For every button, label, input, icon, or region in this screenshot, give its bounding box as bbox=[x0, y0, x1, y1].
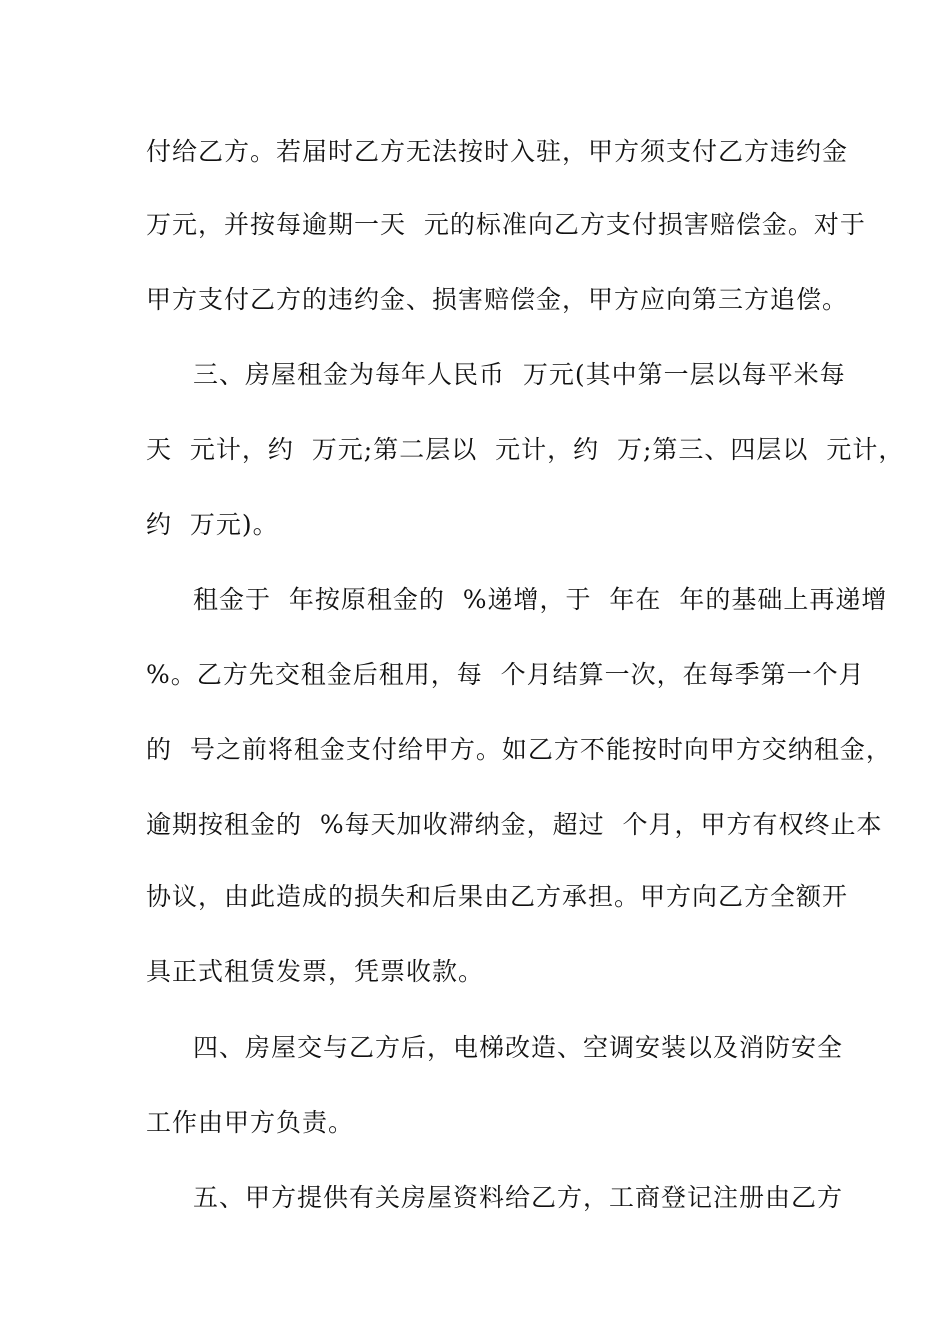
paragraph-rent-start: 租金于 年按原租金的 %递增，于 年在 年的基础上再递增 bbox=[193, 585, 888, 614]
paragraph-five-start: 五、甲方提供有关房屋资料给乙方，工商登记注册由乙方 bbox=[193, 1183, 844, 1212]
text-line: 逾期按租金的 %每天加收滞纳金，超过 个月，甲方有权终止本 bbox=[146, 810, 883, 839]
paragraph-three-start: 三、房屋租金为每年人民币 万元(其中第一层以每平米每 bbox=[193, 360, 846, 389]
paragraph-four-start: 四、房屋交与乙方后，电梯改造、空调安装以及消防安全 bbox=[193, 1033, 844, 1062]
text-line: 甲方支付乙方的违约金、损害赔偿金，甲方应向第三方追偿。 bbox=[146, 285, 849, 314]
text-line: 约 万元)。 bbox=[146, 510, 279, 539]
text-line: %。乙方先交租金后租用，每 个月结算一次，在每季第一个月 bbox=[146, 660, 865, 689]
text-line: 的 号之前将租金支付给甲方。如乙方不能按时向甲方交纳租金， bbox=[146, 735, 892, 764]
text-line: 具正式租赁发票，凭票收款。 bbox=[146, 957, 485, 986]
text-line: 付给乙方。若届时乙方无法按时入驻，甲方须支付乙方违约金 bbox=[146, 137, 849, 166]
text-line: 工作由甲方负责。 bbox=[146, 1108, 355, 1137]
text-line: 协议，由此造成的损失和后果由乙方承担。甲方向乙方全额开 bbox=[146, 882, 849, 911]
text-line: 天 元计，约 万元;第二层以 元计，约 万;第三、四层以 元计， bbox=[146, 435, 905, 464]
text-line: 万元，并按每逾期一天 元的标准向乙方支付损害赔偿金。对于 bbox=[146, 210, 866, 239]
